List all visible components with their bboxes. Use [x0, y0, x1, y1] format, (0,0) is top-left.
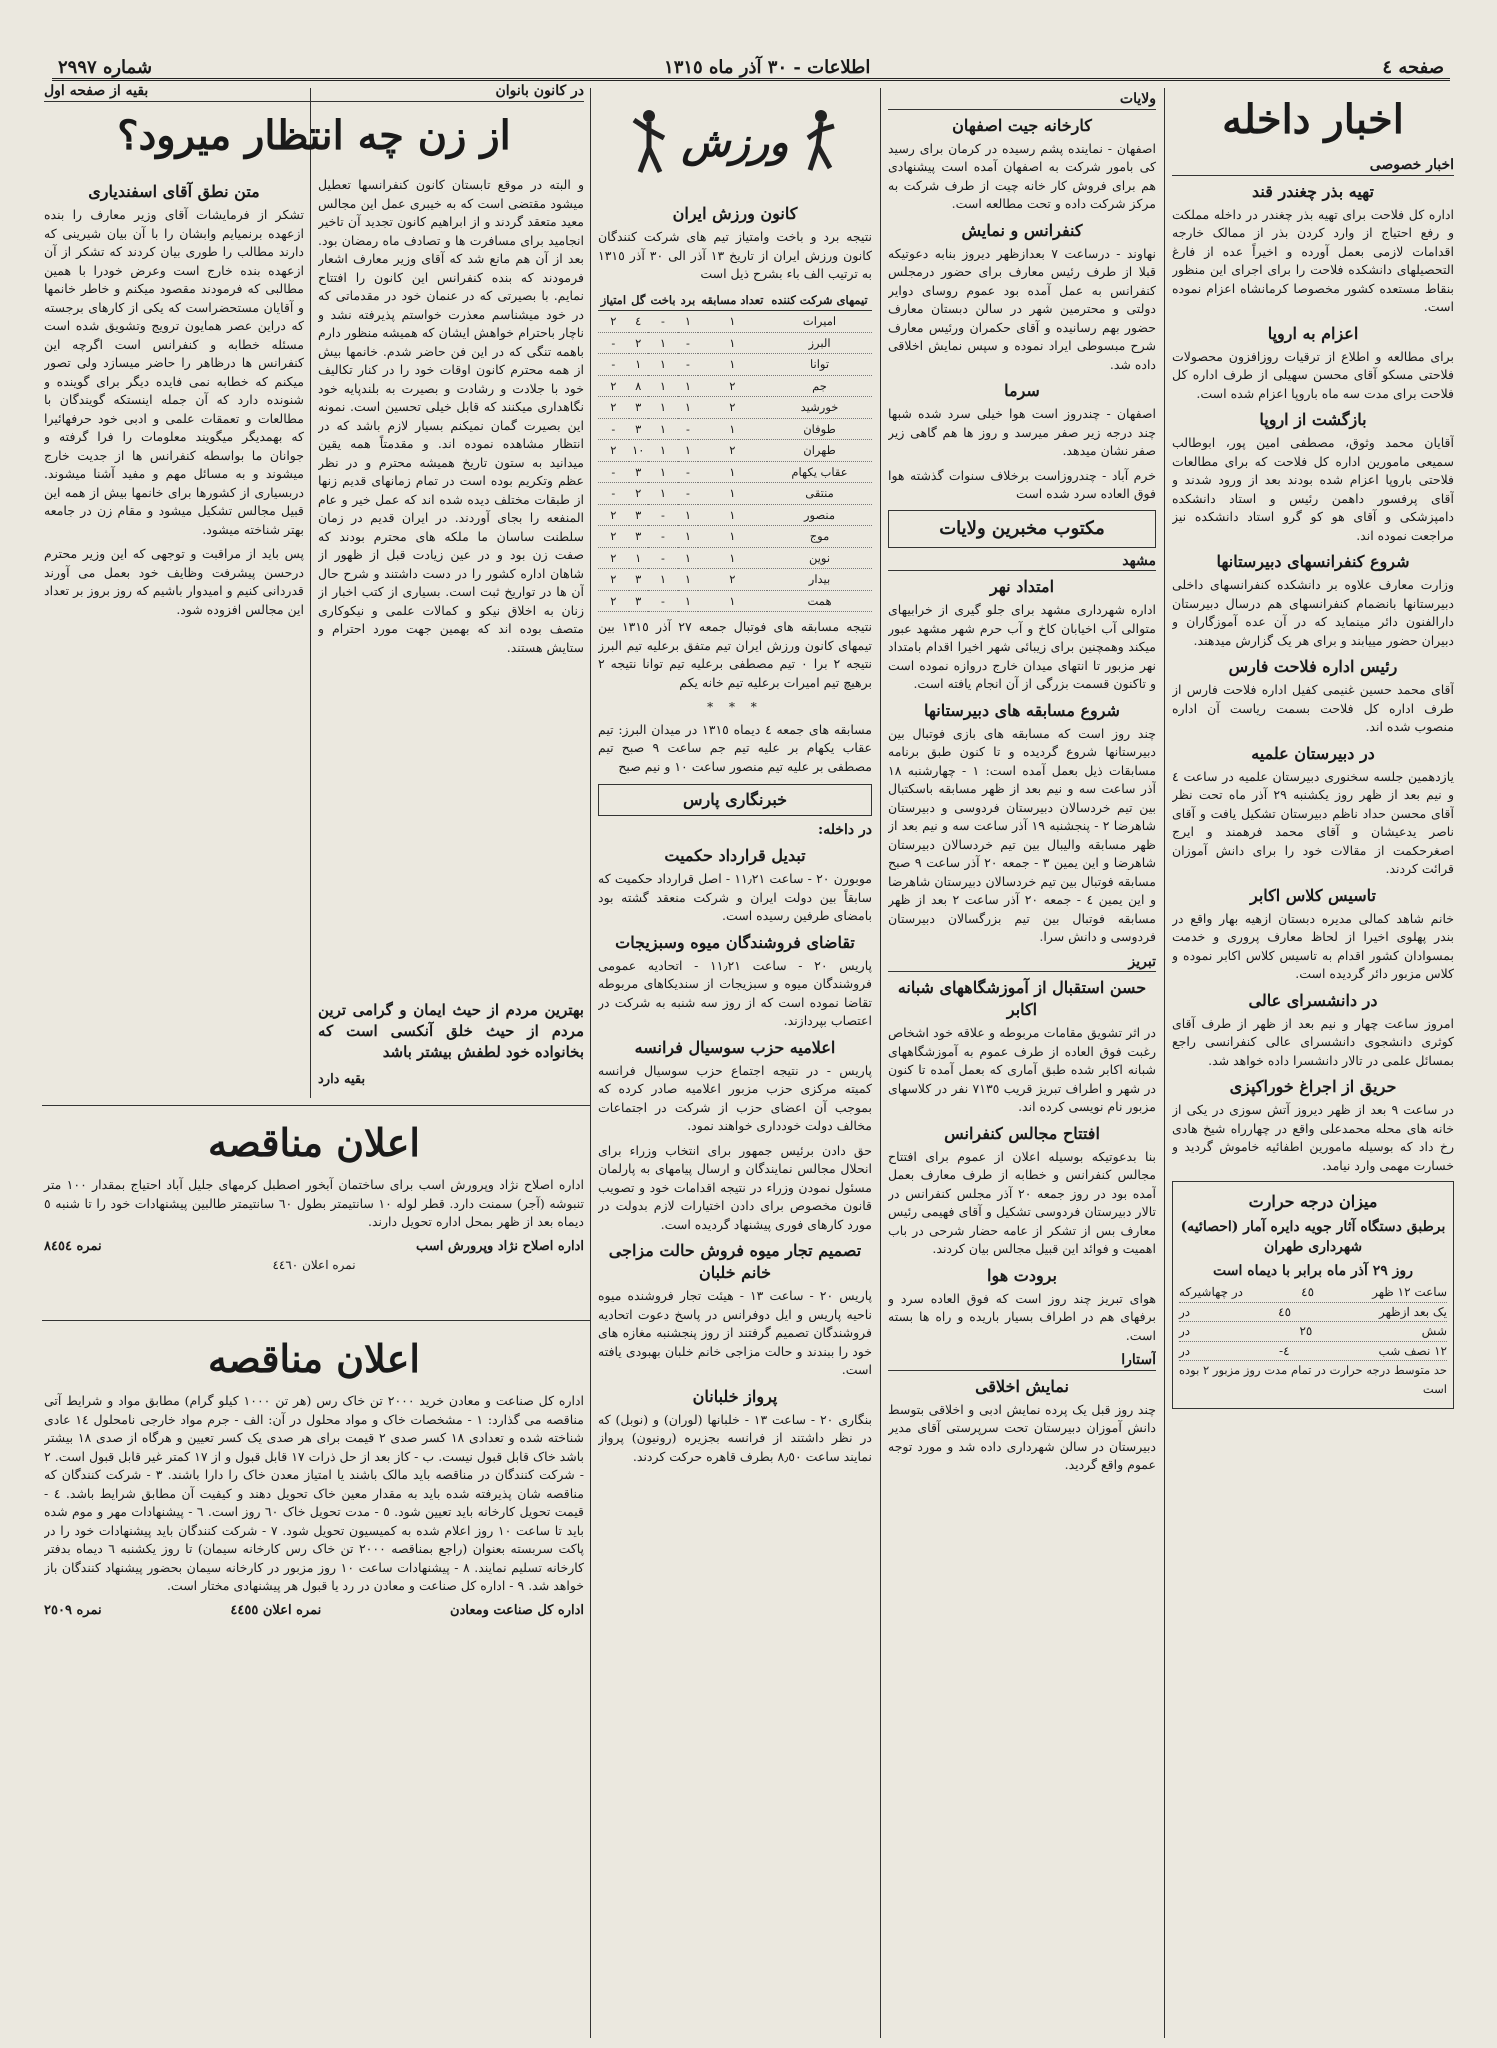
- news-body: اصفهان - نماینده پشم رسیده در کرمان برای رسید کی بامور شرکت به اصفهان آمده است پیشنهادی هم برای فروش کار خانه چیت از طرف شرکت به مرکز شرکت داده و تحت مطالعه است.: [888, 140, 1156, 211]
- team-stat: ٤: [629, 311, 648, 333]
- sport-header: [598, 88, 872, 198]
- team-stat: ١: [678, 547, 698, 569]
- team-stat: -: [648, 526, 678, 548]
- team-stat: -: [598, 483, 629, 505]
- speech-title: متن نطق آقای اسفندیاری: [88, 182, 260, 201]
- separator-stars: * * *: [707, 700, 763, 714]
- section-title: اخبار داخله: [1222, 96, 1404, 143]
- table-row: [598, 397, 872, 419]
- column-rule: [1164, 88, 1165, 2038]
- team-stat: ٢: [598, 590, 629, 612]
- team-stat: ١: [698, 311, 767, 333]
- news-body: هوای تبریز چند روز است که فوق العاده سرد و برفهای هم در اطراف بسیار باریده و راه ها بسته است.: [888, 1290, 1156, 1343]
- table-row: [598, 569, 872, 591]
- news-headline: تقاضای فروشندگان میوه وسبزیجات: [615, 932, 855, 952]
- temp-unit: در: [1179, 1343, 1191, 1358]
- speech-body: تشکر از فرمایشات آقای وزیر معارف را بنده ازعهده برنمیایم وابشان را با آن بیان شیرینی که دارند مطالب را طوری بیان کردند که تشکر از آن ازعهده بنده خارج است وعرض خودرا با همین مطالبی که فرمودند مقصود میکنم و خاطر خانمها و آقایان مستحضراست که یکی از کارهای برجسته که دراین عصر همایون ترویج وتشویق شده است مسئله خطابه و کنفرانس است اگرچه این کنفرانس ها درظاهر را حاضر میسازد ولی تصور میکنم که خطابه نمی فایده دیگر برای گوینده و شنونده دارد که آن جمله اینستکه گویندگان با مطالعات و تعمقات علمی و ادبی خود حرفهائیرا که بهمدیگر میگویند معلومات را فرا گرفته و جوانان ما بواسطه کنفرانس ها از جدیت خارج میشوند و به مسائل مهم و مفید آشنا میشوند. دربسیاری از کشورها برای خانمها بیش از همه این قبیل مجالس تشکیل میشود و مقام زن در جامعه بهتر شناخته میشود.: [44, 207, 304, 537]
- tender-ad-1: [44, 1110, 584, 1315]
- table-row: [598, 375, 872, 397]
- table-intro: نتیجه برد و باخت وامتیاز تیم های شرکت کنندگان کانون ورزش ایران از تاریخ ١٣ آذر الی ٣٠ آذر ١٣١٥ به ترتیب الف باء بشرح ذیل است: [598, 229, 872, 281]
- tender-ad-2: [44, 1326, 584, 2036]
- news-headline: حریق از اجراغ خوراکپزی: [1229, 1077, 1397, 1096]
- article-body: و البته در موقع تابستان کانون کنفرانسها تعطیل میشود مقتضی است که به خیبری عمل این مجالس معید متعقد گردند و از ابراهیم کانون تجدید آن تاخیر انجامید برای مسافرت ها و تصادف ماه رمضان بود. بعد از آن هم مانع شد که آقای وزیر معارف اشعار فرمودند که بنده کنفرانس این کانون را افتتاح نمایم. با بصیرتی که در عنمان خود در مقدماتی که در خود میشناسم معذرت خواستم پذیرفته نشد و ناچار باحترام خواهش ایشان که همیشه منظور دارم باهمه تنگی که در این فن حاضر شدم. خانمها بیش از همه محترم کانون اوقات خود را در کنار تکالیف خود با جلادت و رشادت و بصیرت به بلندپایه خود نگاهداری میکنند که قابل خیلی تحسین است. نمونه این بصیرت گمان نمیکنم بسیار لازم باشد که در انتظار مشاهده نموده اند. و مقدمتاً همه یقین میدانید به ستون تاریخ همیشه محترم و در نظر عظم وتکریم بوده است در تمام زمانهای قدیم زنها از طبقات مختلف دیده شده اند که عمل خیر و عام المنفعه را بجای آوردند. در ایران قدیم در زمان سلطنت ساسان ما ملکه های محترم بودند که صفت زن بود و در عین زیادت قبل از ظهور از شاهان اداره کشور را در دست داشتند و شرح حال آن ها در تواریخ ثبت است. بسیاری از کتب اخبار از زنان به اخلاق نیکو و کمالات علمی و نیکوکاری متصف بوده اند که بهمین جهت مورد احترام و ستایش هستند.: [318, 177, 584, 655]
- team-stat: ١: [678, 375, 698, 397]
- news-headline: اعلامیه حزب سوسیال فرانسه: [634, 1037, 836, 1057]
- news-body: اداره کل فلاحت برای تهیه بذر چغندر در داخله مملکت و رفع احتیاج از وارد کردن بذر از ممالک خارجه اقدامات لازمی بعمل آورده و اخیراً عده از فارغ التحصیلهای دانشکده فلاحت را برای اجرای این منظور بنقاط مستعده کشور مخصوصا کرمانشاه اعزام نموده است.: [1172, 206, 1454, 314]
- table-row: [598, 332, 872, 354]
- news-headline: اعزام به اروپا: [1267, 323, 1359, 343]
- continued-note: بقیه دارد: [318, 1072, 366, 1087]
- team-stat: -: [678, 483, 698, 505]
- news-item: [888, 467, 1156, 504]
- news-body: اداره شهرداری مشهد برای جلو گیری از خرابیهای متوالی آب اخیابان کاخ و آب حرم شهر مشهد عبور میکند وهمچنین برای زیبائی شهر اخیرا اقدام بامتداد نهر مزبور تا انتهای میدان خارج دروازه نموده است و تاکنون قسمت بزرگی از آن انجام یافته است.: [888, 602, 1156, 691]
- team-stat: -: [648, 311, 678, 333]
- team-stat: ٣: [629, 569, 648, 591]
- runner-icon: [804, 108, 838, 178]
- ad-serial: نمره ٨٤٥٤: [44, 1238, 102, 1254]
- news-body: خانم شاهد کمالی مدیره دبستان ازهیه بهار واقع در بندر پهلوی اخیرا از لحاظ معارف پروری و خدمت بمسوادان کشور اقدام به تاسیس کلاس اکابر نموده و کلاس مزبور دائر گردیده است.: [1172, 910, 1454, 981]
- section-tag: ولایات: [888, 90, 1156, 110]
- team-name: نوین: [767, 547, 872, 569]
- news-headline: تصمیم تجار میوه فروش حالت مزاجی خانم خلبان: [608, 1241, 862, 1282]
- news-headline: کنفرانس و نمایش: [961, 220, 1083, 240]
- news-headline: سرما: [1004, 381, 1040, 400]
- wire-subtag: در داخله:: [818, 822, 872, 838]
- team-stat: ٣: [629, 526, 648, 548]
- team-stat: -: [648, 547, 678, 569]
- wire-tag: خبرنگاری پارس: [598, 784, 872, 816]
- news-headline: در دانشسرای عالی: [1248, 990, 1378, 1010]
- section-tag: اخبار خصوصی: [1172, 156, 1454, 176]
- news-headline: برودت هوا: [987, 1265, 1057, 1285]
- team-stat: ١: [698, 526, 767, 548]
- section-tag: در کانون بانوان: [495, 83, 584, 99]
- team-stat: ١: [648, 569, 678, 591]
- team-name: توانا: [767, 354, 872, 376]
- news-body: پاریس - در نتیجه اجتماع حزب سوسیال فرانسه کمیته مرکزی حزب مزبور اعلامیه صادر کرده که بموجب آن اعضای حزب از شرکت در اجتماعات مخالف دولت خودداری خواهند نمود.: [598, 1062, 872, 1133]
- team-stat: ١: [698, 332, 767, 354]
- news-body: در ساعت ٩ بعد از ظهر دیروز آتش سوزی در یکی از خانه های محله محمدعلی واقع در چهارراه شیخ هادی رخ داد که بوسیله مامورین اطفائیه خاموش گردید و خسارت مهمی وارد نیامد.: [1172, 1102, 1454, 1173]
- news-item: [888, 700, 1156, 947]
- news-body: آقایان محمد وثوق، مصطفی امین پور، ابوطالب سمیعی مامورین اداره کل فلاحت که برای مطالعات فلاحتی باروپا اعزام شده بودند بعد از ورود شدند و آقای پرفسور داهمن رئیس و استاد دانشکده دامپزشکی و آقای هو کو گرو استاد دانشکده نیز مراجعت نموده اند.: [1172, 435, 1454, 543]
- domestic-news-column: [1172, 88, 1454, 2038]
- ad-title: اعلان مناقصه: [208, 1120, 420, 1165]
- team-stat: ١: [698, 418, 767, 440]
- temp-unit: در چهاشیرکه: [1179, 1285, 1244, 1299]
- news-body: پاریس ٢٠ - ساعت ١١٫٢١ - اتحادیه عمومی فروشندگان میوه و سبزیجات از سندیکاهای مربوطه تقاضا نموده است که از روز سه شنبه به شرکت در اعتصاب بپردازند.: [598, 957, 872, 1028]
- ad-body: اداره کل صناعت و معادن خرید ٢٠٠٠ تن خاک رس (هر تن ١٠٠٠ کیلو گرام) مطابق مواد و شرایط آتی مناقصه می گذارد: ١ - مشخصات خاک و مواد محلول در آن: الف - جرم مواد خارجی نامحلول ١٤ عادی شناخته شده و تعدادی ١٨ کسر صدی ٢ قیمت برای هر صدی یک کسر تعیین و هرگاه از صدی ١٨ بیشتر باشد خاک قابل قبول نیست. ب - کاز بعد از حل ذرات ١٧ قابل قبول و از ١٧ کمتر غیر قابل قبول است. ٢ - شرکت کنندگان در مناقصه باید مالک باشند یا امتیاز معدن خاک را دارا باشند. ٣ - شرکت کنندگان که مناقصه شان پذیرفته شده باید به مقدار معین خاک تحویل دهند و کیفیت آن مطابق شرایط باشد. ٤ - قیمت تحویل کارخانه باید تعیین شود. ٥ - مدت تحویل خاک ٦٠ روز است. ٦ - پیشنهادات مهر و موم شده باید تا ساعت ١٠ روز اعلام شده به کمیسیون تحویل شود. ٧ - شرکت کنندگان باید پیشنهادات خود را در پاکت سربسته بعنوان (راجع بمناقصه ٢٠٠٠ تن خاک رس کارخانه سیمان) تا روز یکشنبه ٦ دیماه بدفتر کارخانه تسلیم نمایند. ٨ - پیشنهادات ساعت ١٠ روز مزبور در کارخانه سیمان بحضور پیشنهاد کنندگان باز خواهد شد. ٩ - اداره کل صناعت و معادن در رد یا قبول هر پیشنهادی مختار است.: [44, 1393, 584, 1593]
- team-stat: -: [678, 332, 698, 354]
- news-item: [1172, 1076, 1454, 1175]
- athlete-icon: [632, 108, 666, 178]
- temperature-row: [1179, 1283, 1447, 1303]
- temp-label: ١٢ نصف شب: [1378, 1343, 1447, 1358]
- section-rule: [42, 1320, 590, 1321]
- team-stat: ٢: [698, 440, 767, 462]
- article-ending: پس باید از مراقبت و توجهی که این وزیر محترم درحسن پیشرفت وظایف خود بعمل می آورند قدردانی کنیم و امیدوار باشیم که روز بروز بر تعداد این مجالس افزوده شود.: [44, 546, 304, 617]
- news-item: [598, 1037, 872, 1136]
- team-stat: ١: [698, 354, 767, 376]
- team-stat: ١: [648, 332, 678, 354]
- table-row: [598, 590, 872, 612]
- ad-body: اداره اصلاح نژاد وپرورش اسب برای ساختمان آبخور اصطبل کرمهای جلیل آباد احتیاج بمقدار ١٠٠ متر تنبوشه (آجر) سمنت دارد. قطر لوله ١٠ سانتیمتر بطول ٦٠ سانتیمتر طالبین پیشنهادات خود را تا شنبه ٥ دیماه بعد از ظهر بمحل اداره تحویل دارند.: [44, 1177, 584, 1229]
- city-tag: تبریز: [888, 953, 1156, 973]
- news-body: در اثر تشویق مقامات مربوطه و علاقه خود اشخاص رغبت فوق العاده از طرف عموم به آموزشگاههای شبانه اکابر شده طبق آماری که بعمل آمده تا کنون در شهر و اطراف تبریز قریب ٧١٣٥ نفر در کلاسهای مزبور نام نویسی کرده اند.: [888, 1025, 1156, 1114]
- team-stat: -: [648, 504, 678, 526]
- women-column-left: [44, 176, 304, 1096]
- team-stat: -: [598, 461, 629, 483]
- column-header: امتیاز: [598, 290, 629, 311]
- news-body: اصفهان - چندروز است هوا خیلی سرد شده شبها چند درجه زیر صفر میرسد و روز ها هم گاهی زیر صفر نشان میدهد.: [888, 406, 1156, 458]
- ad-issuer: اداره اصلاح نژاد وپرورش اسب: [416, 1238, 584, 1254]
- column-header: گل: [629, 290, 648, 311]
- news-item: [888, 977, 1156, 1117]
- column-rule: [880, 88, 881, 2038]
- news-body: آقای محمد حسین غنیمی کفیل اداره فلاحت فارس از طرف اداره کل فلاحت بسمت ریاست آن اداره منصوب شده اند.: [1172, 682, 1454, 734]
- news-item: [1172, 990, 1454, 1071]
- women-title-block: [44, 104, 584, 174]
- team-stat: ٣: [629, 397, 648, 419]
- team-stat: ١: [698, 483, 767, 505]
- news-headline: شروع کنفرانسهای دبیرستانها: [1216, 552, 1410, 571]
- team-stat: ١: [698, 461, 767, 483]
- team-stat: ١: [648, 397, 678, 419]
- news-headline: تبدیل قرارداد حکمیت: [664, 846, 806, 865]
- sport-title: ورزش: [681, 118, 789, 166]
- ad-signature: [44, 1238, 584, 1257]
- sport-column: [598, 88, 872, 2038]
- news-item: [1172, 743, 1454, 879]
- team-name: منتقی: [767, 483, 872, 505]
- news-item: [598, 1240, 872, 1380]
- column-header: باخت: [648, 290, 678, 311]
- table-row: [598, 504, 872, 526]
- table-row: [598, 547, 872, 569]
- team-name: منصور: [767, 504, 872, 526]
- temperature-row: [1179, 1322, 1447, 1342]
- team-stat: ٨: [629, 375, 648, 397]
- news-body: وزارت معارف علاوه بر دانشکده کنفرانسهای داخلی دبیرستانها بانضمام کنفرانسهای هم درسال دبیرستان دارالفنون دائر مینماید که در آن عده آموزگاران و دبیران حضور مییابند و برای هر یک گزارش میدهند.: [1172, 577, 1454, 648]
- news-item: [598, 1386, 872, 1467]
- page-number: صفحه ٤: [1382, 56, 1444, 78]
- team-stat: ١: [648, 483, 678, 505]
- team-name: جم: [767, 375, 872, 397]
- paper-date: اطلاعات - ٣٠ آذر ماه ١٣١٥: [664, 56, 871, 78]
- news-headline: کارخانه جیت اصفهان: [952, 115, 1092, 135]
- team-name: بیدار: [767, 569, 872, 591]
- team-stat: -: [598, 332, 629, 354]
- temperature-row: [1179, 1303, 1447, 1323]
- news-body: چند روز است که مسابقه های بازی فوتبال بین دبیرستانها شروع گردیده و تا کنون طبق برنامه مسابقات ذیل بعمل آمده است: ١ - چهارشنبه ١٨ آذر ساعت سه و نیم بعد از ظهر مسابقه باسکتبال بین تیم خردسالان دبیرستان فردوسی و دبیرستان شاهرضا ٢ - پنجشنبه ١٩ آذر ساعت سه و نیم بعد از ظهر مسابقه والیبال بین تیم خردسالان دبیرستان شاهرضا و این یمین ٣ - جمعه ٢٠ آذر ساعت ٩ صبح مسابقه فوتبال بین تیم خردسالان دبیرستان شاهرضا و این یمین ٤ - جمعه ٢٠ آذر ساعت ٢ بعد از ظهر مسابقه فوتبال بین تیم بزرگسالان دبیرستان فردوسی و دانش سرا.: [888, 725, 1156, 944]
- news-headline: تهیه بذر چغندر قند: [1252, 181, 1374, 201]
- news-body: چند روز قبل یک پرده نمایش ادبی و اخلاقی بتوسط دانش آموزان دبیرستان تحت سرپرستی آقای مدیر دبیرستان در سالن شهرداری داده شد و مورد توجه عموم واقع گردید.: [888, 1401, 1156, 1472]
- news-headline: نمایش اخلاقی: [975, 1376, 1069, 1396]
- temp-label: یک بعد ازظهر: [1379, 1304, 1447, 1319]
- team-stat: -: [678, 418, 698, 440]
- table-row: [598, 461, 872, 483]
- news-body: پاریس ٢٠ - ساعت ١٣ - هیئت تجار فروشنده میوه ناحیه پاریس و ایل دوفرانس در پاسخ دعوت اتحادیه فروشندگان تصمیم گرفتند از روز پنجشنبه مغازه های خود را ببندند و حالت مزاجی خانم خلبان بهبودی یافته است.: [598, 1288, 872, 1377]
- team-name: طهران: [767, 440, 872, 462]
- ad-title: اعلان مناقصه: [208, 1336, 420, 1381]
- team-stat: ٢: [598, 375, 629, 397]
- news-body: امروز ساعت چهار و نیم بعد از ظهر از طرف آقای کوثری دانشجوی دانشسرای عالی کنفرانسی راجع بمسائل علمی در تالار دانشسرا داده خواهد شد.: [1172, 1015, 1454, 1068]
- continued-tag: بقیه از صفحه اول: [44, 83, 149, 99]
- team-stat: ٢: [698, 397, 767, 419]
- team-stat: ١: [678, 590, 698, 612]
- news-body: حق دادن برئیس جمهور برای انتخاب وزراء برای انحلال مجالس نمایندگان و ارسال پیامهای به پارلمان مسئول نمودن وزراء در نتیجه اقدامات خود و تصویب قانون مخصوص برای دادن اختیارات لازم بدولت در مورد کارهای فوری پیشنهاد گردیده است.: [598, 1142, 872, 1232]
- column-header: تیمهای شرکت کننده: [767, 290, 872, 311]
- match-results: نتیجه مسابقه های فوتبال جمعه ٢٧ آذر ١٣١٥ بین تیمهای کانون ورزش ایران تیم متفق برعلیه تیم البرز نتیجه ٢ برا ٠ تیم مصطفی برعلیه تیم توانا نتیجه ٢ برهیچ تیم امیرات برعلیه تیم خانه یکم: [598, 619, 872, 690]
- team-stat: ٢: [698, 569, 767, 591]
- team-stat: ١: [678, 504, 698, 526]
- team-stat: ٣: [629, 418, 648, 440]
- table-header-row: [598, 290, 872, 311]
- news-headline: رئیس اداره فلاحت فارس: [1228, 657, 1398, 676]
- news-headline: افتتاح مجالس کنفرانس: [944, 1123, 1100, 1143]
- ad-issuer: اداره کل صناعت ومعادن: [450, 1602, 584, 1618]
- team-stat: ١: [629, 547, 648, 569]
- team-stat: ٢: [629, 483, 648, 505]
- team-stat: ٢: [598, 526, 629, 548]
- news-item: [1172, 409, 1454, 545]
- team-stat: ٣: [629, 590, 648, 612]
- news-headline: تاسیس کلاس اکابر: [1249, 885, 1376, 905]
- team-name: خورشید: [767, 397, 872, 419]
- news-body: بنگاری ٢٠ - ساعت ١٣ - خلبانها (لوران) و (نوبل) که در نظر داشتند از فرانسه بجزیره (رونیون) پرواز نمایند ساعت ٨٫٥٠ بطرف قاهره حرکت کردند.: [598, 1411, 872, 1464]
- team-stat: -: [678, 354, 698, 376]
- temp-label: شش: [1421, 1324, 1447, 1338]
- ad-serial: نمره ٢٥٠٩: [44, 1602, 102, 1618]
- news-body: یازدهمین جلسه سخنوری دبیرستان علمیه در ساعت ٤ و نیم بعد از ظهر روز یکشنبه ٢٩ آذر ماه تحت نظر آقای محسن حداد ناظم دبیرستان تشکیل یافت و آقای ناصر یدعیشان و آقای محمد فرهمند و ایرج اصغرحکمت از مقالات خود را برای دانش آموزان قرائت کردند.: [1172, 768, 1454, 876]
- news-headline: امتداد نهر: [989, 577, 1055, 596]
- news-item: [1172, 656, 1454, 737]
- news-item: [598, 1142, 872, 1235]
- team-stat: -: [678, 461, 698, 483]
- news-item: [888, 1265, 1156, 1346]
- temp-value: ٤-: [1279, 1343, 1290, 1358]
- news-body: خرم آباد - چندروزاست برخلاف سنوات گذشته هوا فوق العاده سرد شده است: [888, 467, 1156, 501]
- team-stat: ١: [678, 569, 698, 591]
- team-stat: ٢: [629, 332, 648, 354]
- news-item: [888, 1123, 1156, 1259]
- news-item: [1172, 885, 1454, 984]
- news-headline: در دبیرستان علمیه: [1251, 743, 1375, 763]
- team-stat: -: [648, 590, 678, 612]
- news-item: [888, 1376, 1156, 1475]
- news-item: [598, 932, 872, 1031]
- ad-number: نمره اعلان ٤٤٥٥: [230, 1602, 322, 1618]
- ad-signature: [44, 1602, 584, 1621]
- table-row: [598, 418, 872, 440]
- section-rule: [42, 1105, 590, 1106]
- news-body: برای مطالعه و اطلاع از ترقیات روزافزون محصولات فلاحتی مسکو آقای محسن سهیلی از طرف اداره کل فلاحت برای مدت سه ماه باروپا اعزام شده است.: [1172, 348, 1454, 401]
- news-headline: بازگشت از اروپا: [1259, 410, 1367, 429]
- team-stat: ١: [678, 440, 698, 462]
- team-stat: ٢: [598, 569, 629, 591]
- news-body: بنا بدعوتیکه بوسیله اعلان از عموم برای افتتاح مجالس کنفرانس و خطابه از طرف معارف بعمل آمده بود در روز جمعه ٢٠ آذر مجلس کنفرانس در تالار دبیرستان فردوسی تشکیل و آقای فهیمی رئیس معارف بس از تشکر از عامه حضار شرحی در باب اهمیت و فوائد این قبیل مجالس بیان کردند.: [888, 1148, 1156, 1256]
- next-matches: مسابقه های جمعه ٤ دیماه ١٣١٥ در میدان البرز: تیم عقاب یکهام بر علیه تیم جم ساعت ٩ صبح تیم مصطفی بر علیه تیم منصور ساعت ١٠ و نیم صبح: [598, 721, 872, 774]
- team-stat: ١: [698, 504, 767, 526]
- provinces-column: [888, 88, 1156, 2038]
- temp-label: ساعت ١٢ ظهر: [1372, 1285, 1447, 1299]
- column-rule: [590, 88, 591, 2038]
- team-stat: ١: [648, 461, 678, 483]
- correspondents-title: مکتوب مخبرین ولایات: [888, 510, 1156, 548]
- women-quote-block: [318, 1000, 584, 1100]
- team-stat: -: [598, 418, 629, 440]
- temp-unit: در: [1179, 1304, 1191, 1319]
- city-tag: آستارا: [888, 1351, 1156, 1371]
- issue-number: شماره ٢٩٩٧: [58, 56, 153, 78]
- team-stat: ٢: [598, 397, 629, 419]
- team-stat: ١: [648, 354, 678, 376]
- news-item: [888, 220, 1156, 375]
- team-stat: ١: [648, 440, 678, 462]
- news-headline: پرواز خلبانان: [692, 1386, 778, 1406]
- news-item: [888, 380, 1156, 461]
- team-stat: ٢: [598, 311, 629, 333]
- team-stat: ٣: [629, 504, 648, 526]
- temperature-date: روز ٢٩ آذر ماه برابر با دیماه است: [1213, 1263, 1413, 1279]
- news-item: [888, 115, 1156, 214]
- temp-unit: در: [1179, 1324, 1191, 1338]
- team-name: امیرات: [767, 311, 872, 333]
- news-item: [888, 576, 1156, 694]
- temperature-note: حد متوسط درجه حرارت در تمام مدت روز مزبور ٢ بوده است: [1179, 1363, 1447, 1396]
- team-stat: ٣: [629, 461, 648, 483]
- temperature-box: [1172, 1181, 1454, 1409]
- table-row: [598, 483, 872, 505]
- column-header: برد: [678, 290, 698, 311]
- team-stat: ١: [678, 397, 698, 419]
- column-header: تعداد مسابقه: [698, 290, 767, 311]
- temp-value: ٤٥: [1301, 1285, 1315, 1299]
- news-item: [1172, 181, 1454, 317]
- team-name: البرز: [767, 332, 872, 354]
- team-stat: ١: [648, 375, 678, 397]
- table-row: [598, 526, 872, 548]
- team-name: طوفان: [767, 418, 872, 440]
- news-item: [1172, 551, 1454, 650]
- news-body: نهاوند - درساعت ٧ بعدازظهر دیروز بنابه دعوتیکه قبلا از طرف رئیس معارف برای حضور درمجلس کنفرانس به عمل آمده بود عموم روسای دوایر دولتی و محترمین شهر در سالن دبستان معارف حضور بهم رسانیده و آقای حکمران ورئیس معارف شرح مبسوطی ایراد نموده و سپس نمایش اخلاقی داده شد.: [888, 245, 1156, 372]
- news-headline: شروع مسابقه های دبیرستانها: [924, 700, 1120, 720]
- team-stat: ١: [698, 590, 767, 612]
- table-row: [598, 354, 872, 376]
- temp-value: ٢٥: [1299, 1324, 1313, 1338]
- team-stat: ٢: [598, 504, 629, 526]
- temperature-row: [1179, 1342, 1447, 1362]
- masthead: [52, 56, 1450, 81]
- team-stat: ١: [678, 311, 698, 333]
- article-title: از زن چه انتظار میرود؟: [117, 112, 511, 159]
- news-item: [598, 845, 872, 926]
- bold-quote: بهترین مردم از حیث ایمان و گرامی ترین مردم از حیث خلق آنکسی است که بخانواده خود لطفش بیشتر باشد: [318, 1001, 584, 1061]
- city-tag: مشهد: [888, 552, 1156, 572]
- column-rule: [310, 88, 311, 1098]
- news-body: موبورن ٢٠ - ساعت ١١٫٢١ - اصل قرارداد حکمیت که سابقاً بین دولت ایران و شرکت منعقد گشته بود بامضای طرفین رسیده است.: [598, 871, 872, 923]
- team-stat: ١: [678, 526, 698, 548]
- team-stat: ١: [698, 547, 767, 569]
- news-item: [1172, 323, 1454, 404]
- team-stat: ٢: [698, 375, 767, 397]
- women-column-right: [318, 176, 584, 1096]
- team-stat: ١٠: [629, 440, 648, 462]
- table-row: [598, 311, 872, 333]
- team-stat: ١: [648, 418, 678, 440]
- team-name: همت: [767, 590, 872, 612]
- team-name: عقاب یکهام: [767, 461, 872, 483]
- team-stat: ٢: [598, 547, 629, 569]
- news-headline: حسن استقبال از آموزشگاههای شبانه اکابر: [897, 978, 1147, 1019]
- team-stat: ١: [629, 354, 648, 376]
- ad-number: نمره اعلان ٤٤٦٠: [272, 1258, 356, 1272]
- team-name: موج: [767, 526, 872, 548]
- team-stat: ٢: [598, 440, 629, 462]
- temp-value: ٤٥: [1278, 1304, 1292, 1319]
- standings-table: [598, 290, 872, 613]
- table-row: [598, 440, 872, 462]
- club-title: کانون ورزش ایران: [672, 204, 798, 223]
- temperature-source: برطبق دستگاه آثار جویه دایره آمار (احصائیه) شهرداری طهران: [1180, 1219, 1446, 1255]
- team-stat: -: [598, 354, 629, 376]
- temperature-title: میزان درجه حرارت: [1248, 1192, 1378, 1211]
